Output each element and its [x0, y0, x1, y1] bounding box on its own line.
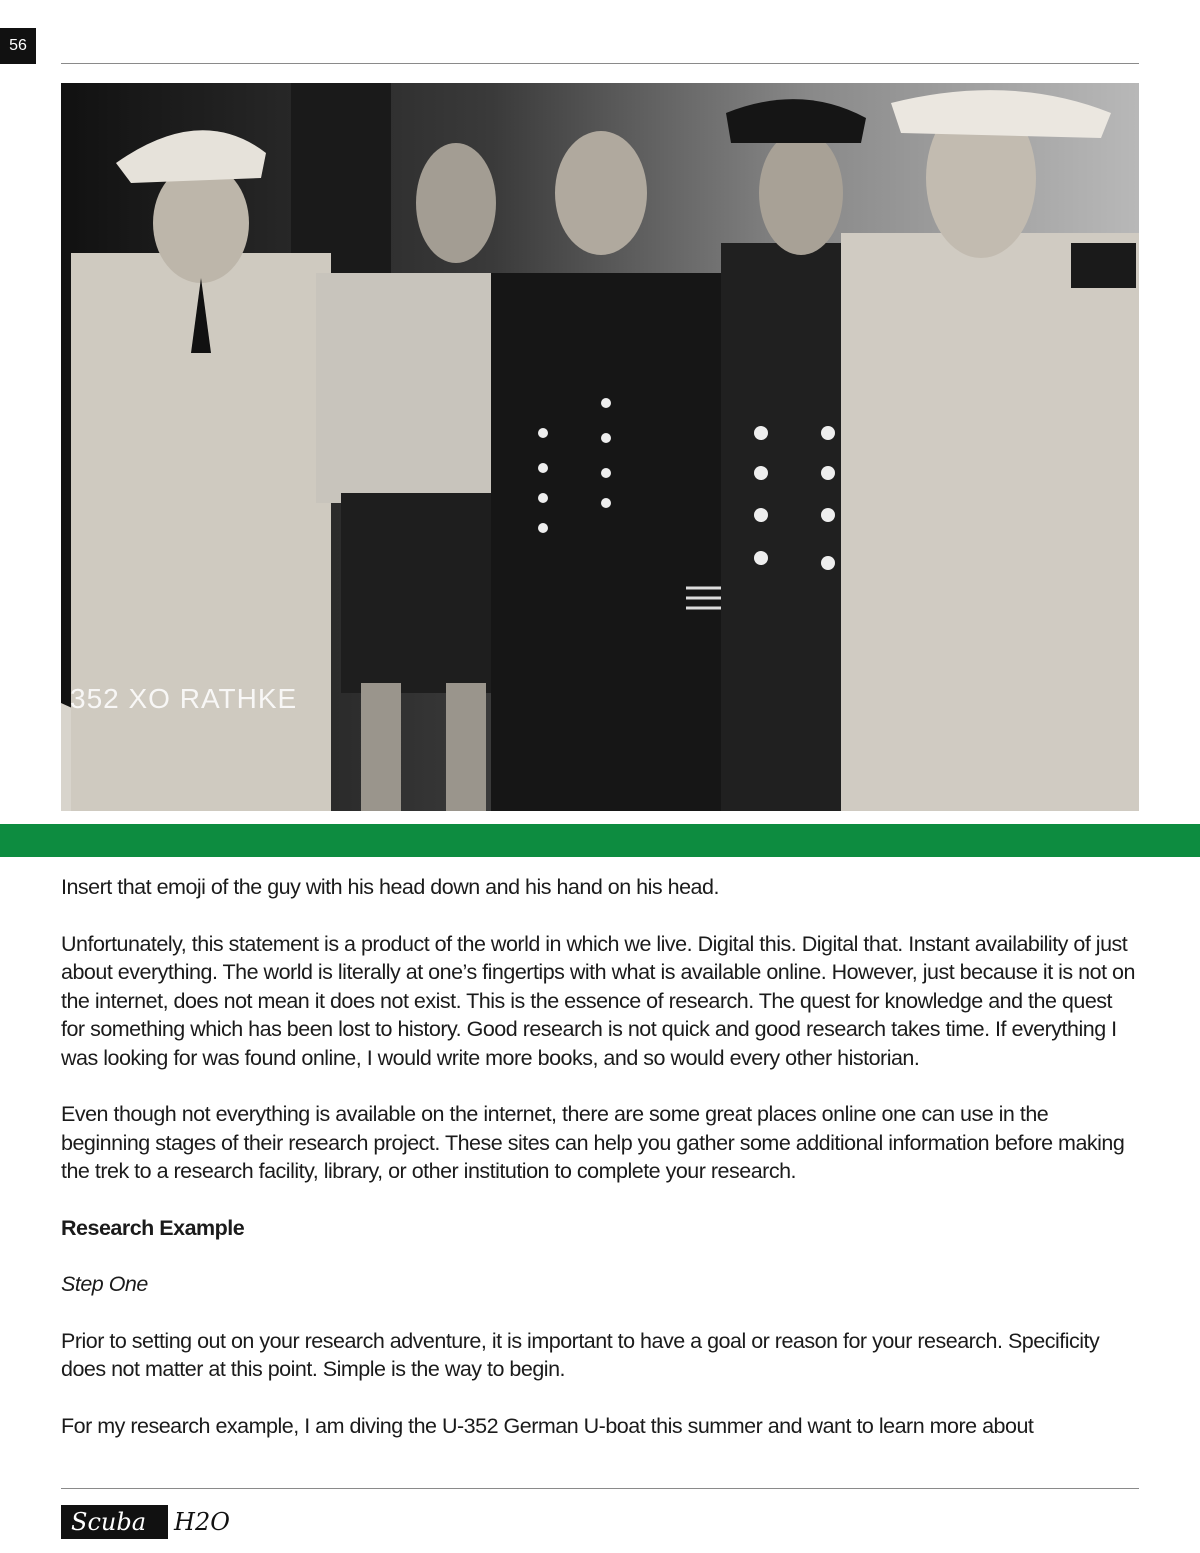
logo-h2o-text: H2O	[174, 1508, 230, 1536]
page-number: 56	[0, 28, 36, 64]
logo-scuba-text: Scuba	[61, 1505, 168, 1539]
step-label: Step One	[61, 1272, 148, 1296]
historical-photo	[61, 83, 1139, 811]
photo-caption: 352 XO RATHKE	[70, 683, 298, 714]
paragraph: Even though not everything is available on the internet, there are some great places online one can use in the beginning stages of their research project. These sites can help you gather some additional information before making the trek to a research facility, library, or other institution to complete your research.	[61, 1102, 1125, 1183]
section-heading: Research Example	[61, 1215, 245, 1240]
paragraph: Prior to setting out on your research adventure, it is important to have a goal or reason for your research. Specificity does not matter at this point. Simple is the way to begin.	[61, 1328, 1100, 1381]
paragraph: Unfortunately, this statement is a product of the world in which we live. Digital this. Digital that. Instant availability of just about everything. The world is literally at one’s fingertips with what is available online. However, just because it is not on the internet, does not mean it does not exist. This is the essence of research. The quest for knowledge and the quest for something which has been lost to history. Good research is not quick and good research takes time. If everything I was looking for was found online, I would write more books, and so would every other historian.	[61, 931, 1135, 1070]
scuba-h2o-logo	[61, 1505, 230, 1539]
paragraph: For my research example, I am diving the U-352 German U-boat this summer and want to learn more about	[61, 1413, 1034, 1438]
paragraph: Insert that emoji of the guy with his head down and his hand on his head.	[61, 875, 719, 899]
top-divider	[61, 63, 1139, 64]
bottom-divider	[61, 1488, 1139, 1489]
accent-band	[0, 824, 1200, 857]
article-body	[61, 873, 1141, 1468]
